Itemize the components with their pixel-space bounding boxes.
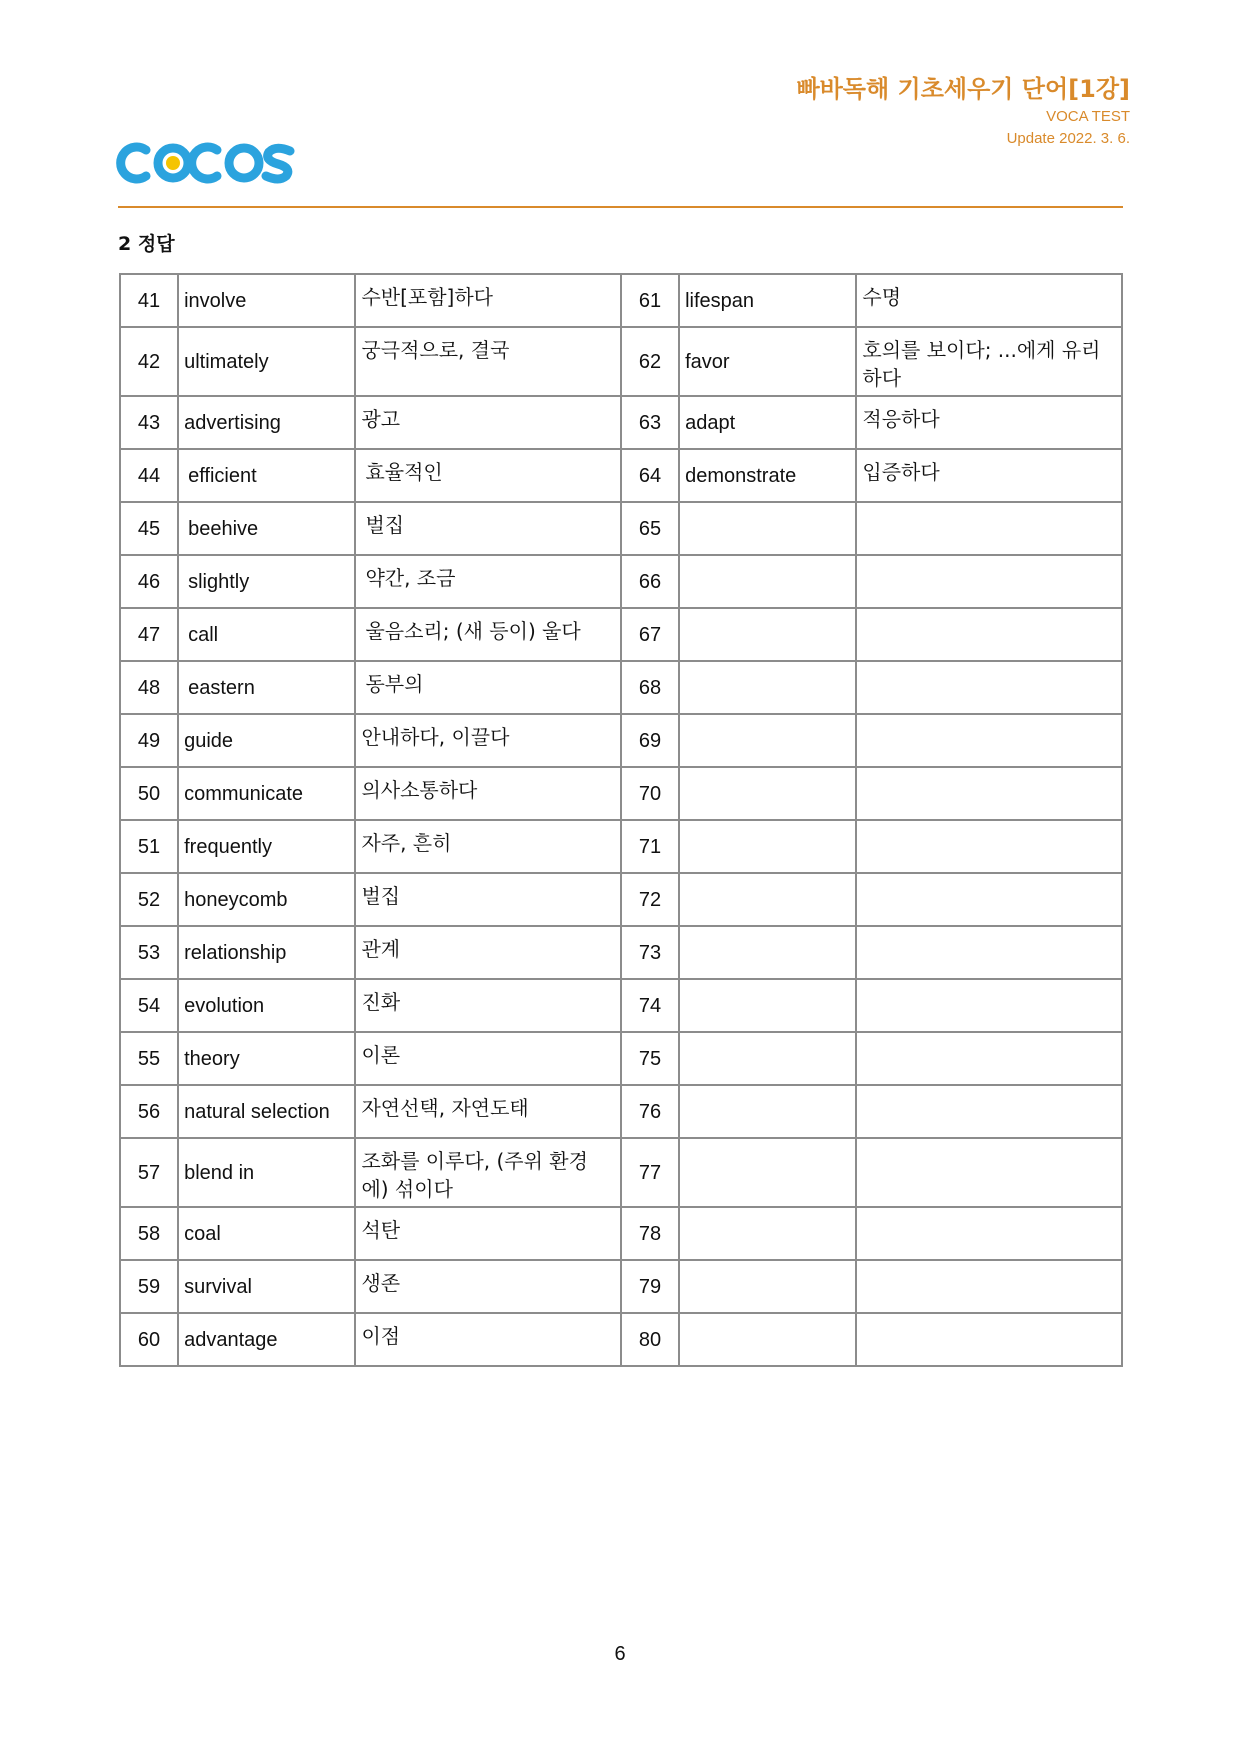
right-number-cell: 68 [621, 661, 679, 714]
left-number-cell: 47 [120, 608, 178, 661]
right-number-cell: 70 [621, 767, 679, 820]
left-number-cell: 52 [120, 873, 178, 926]
left-number-cell: 41 [120, 274, 178, 327]
left-number-cell: 42 [120, 327, 178, 396]
right-number-cell: 76 [621, 1085, 679, 1138]
vocabulary-table-body [120, 274, 1122, 1366]
right-meaning-cell [856, 820, 1122, 873]
left-word-cell: frequently [178, 820, 355, 873]
left-meaning-cell: 이론 [355, 1032, 621, 1085]
left-number-cell: 45 [120, 502, 178, 555]
left-meaning-cell: 석탄 [355, 1207, 621, 1260]
right-word-cell [679, 1313, 856, 1366]
left-word-cell: efficient [178, 449, 355, 502]
section-title: 2 정답 [118, 233, 175, 255]
left-word-cell: honeycomb [178, 873, 355, 926]
right-word-cell [679, 820, 856, 873]
table-row [120, 873, 1122, 926]
right-number-cell: 64 [621, 449, 679, 502]
header-divider [118, 206, 1123, 208]
right-number-cell: 66 [621, 555, 679, 608]
left-number-cell: 57 [120, 1138, 178, 1207]
right-meaning-cell [856, 979, 1122, 1032]
right-meaning-cell: 수명 [856, 274, 1122, 327]
left-number-cell: 44 [120, 449, 178, 502]
right-meaning-cell [856, 1085, 1122, 1138]
left-number-cell: 58 [120, 1207, 178, 1260]
left-word-cell: evolution [178, 979, 355, 1032]
table-row [120, 661, 1122, 714]
right-number-cell: 79 [621, 1260, 679, 1313]
right-number-cell: 78 [621, 1207, 679, 1260]
right-word-cell: adapt [679, 396, 856, 449]
right-number-cell: 74 [621, 979, 679, 1032]
right-word-cell [679, 767, 856, 820]
right-meaning-cell [856, 926, 1122, 979]
right-number-cell: 73 [621, 926, 679, 979]
left-word-cell: advertising [178, 396, 355, 449]
right-number-cell: 72 [621, 873, 679, 926]
table-row [120, 1207, 1122, 1260]
left-meaning-cell: 조화를 이루다, (주위 환경에) 섞이다 [355, 1138, 621, 1207]
left-number-cell: 54 [120, 979, 178, 1032]
left-meaning-cell: 안내하다, 이끌다 [355, 714, 621, 767]
table-row [120, 926, 1122, 979]
table-row [120, 274, 1122, 327]
left-meaning-cell: 벌집 [355, 873, 621, 926]
right-word-cell [679, 502, 856, 555]
right-word-cell [679, 873, 856, 926]
left-number-cell: 55 [120, 1032, 178, 1085]
left-word-cell: theory [178, 1032, 355, 1085]
right-word-cell [679, 926, 856, 979]
left-meaning-cell: 약간, 조금 [355, 555, 621, 608]
right-word-cell [679, 1207, 856, 1260]
right-number-cell: 61 [621, 274, 679, 327]
left-meaning-cell: 궁극적으로, 결국 [355, 327, 621, 396]
left-meaning-cell: 자연선택, 자연도태 [355, 1085, 621, 1138]
left-number-cell: 43 [120, 396, 178, 449]
left-word-cell: slightly [178, 555, 355, 608]
right-word-cell [679, 979, 856, 1032]
right-word-cell [679, 608, 856, 661]
right-word-cell [679, 1085, 856, 1138]
right-meaning-cell [856, 1138, 1122, 1207]
left-meaning-cell: 생존 [355, 1260, 621, 1313]
left-number-cell: 48 [120, 661, 178, 714]
left-meaning-cell: 자주, 흔히 [355, 820, 621, 873]
table-row [120, 1313, 1122, 1366]
right-word-cell [679, 1032, 856, 1085]
left-meaning-cell: 의사소통하다 [355, 767, 621, 820]
left-word-cell: ultimately [178, 327, 355, 396]
left-meaning-cell: 벌집 [355, 502, 621, 555]
right-meaning-cell [856, 1313, 1122, 1366]
left-word-cell: natural selection [178, 1085, 355, 1138]
left-word-cell: survival [178, 1260, 355, 1313]
right-meaning-cell [856, 1032, 1122, 1085]
left-word-cell: relationship [178, 926, 355, 979]
table-row [120, 1085, 1122, 1138]
vocabulary-table [119, 273, 1123, 1367]
left-meaning-cell: 광고 [355, 396, 621, 449]
left-word-cell: guide [178, 714, 355, 767]
document-subtitle: VOCA TEST [1046, 108, 1130, 125]
right-meaning-cell: 호의를 보이다; ...에게 유리하다 [856, 327, 1122, 396]
left-number-cell: 50 [120, 767, 178, 820]
right-number-cell: 75 [621, 1032, 679, 1085]
page-number: 6 [614, 1643, 626, 1665]
right-word-cell [679, 661, 856, 714]
left-meaning-cell: 수반[포함]하다 [355, 274, 621, 327]
right-number-cell: 63 [621, 396, 679, 449]
left-word-cell: call [178, 608, 355, 661]
right-word-cell: favor [679, 327, 856, 396]
right-word-cell [679, 1138, 856, 1207]
right-word-cell: lifespan [679, 274, 856, 327]
right-word-cell [679, 714, 856, 767]
right-meaning-cell [856, 1207, 1122, 1260]
left-number-cell: 51 [120, 820, 178, 873]
left-meaning-cell: 동부의 [355, 661, 621, 714]
left-meaning-cell: 진화 [355, 979, 621, 1032]
left-number-cell: 53 [120, 926, 178, 979]
left-meaning-cell: 관계 [355, 926, 621, 979]
table-row [120, 396, 1122, 449]
left-word-cell: blend in [178, 1138, 355, 1207]
left-number-cell: 56 [120, 1085, 178, 1138]
header [796, 72, 1130, 150]
table-row [120, 714, 1122, 767]
left-word-cell: advantage [178, 1313, 355, 1366]
right-number-cell: 62 [621, 327, 679, 396]
right-word-cell [679, 555, 856, 608]
document-title: 빠바독해 기초세우기 단어[1강] [796, 75, 1130, 103]
table-row [120, 979, 1122, 1032]
table-row [120, 1260, 1122, 1313]
right-number-cell: 71 [621, 820, 679, 873]
left-meaning-cell: 울음소리; (새 등이) 울다 [355, 608, 621, 661]
right-number-cell: 69 [621, 714, 679, 767]
table-row [120, 327, 1122, 396]
right-meaning-cell [856, 608, 1122, 661]
right-meaning-cell [856, 502, 1122, 555]
left-number-cell: 49 [120, 714, 178, 767]
left-meaning-cell: 이점 [355, 1313, 621, 1366]
right-number-cell: 67 [621, 608, 679, 661]
table-row [120, 767, 1122, 820]
table-row [120, 449, 1122, 502]
right-number-cell: 80 [621, 1313, 679, 1366]
right-meaning-cell [856, 714, 1122, 767]
right-meaning-cell [856, 1260, 1122, 1313]
cocos-logo [116, 140, 298, 186]
right-number-cell: 65 [621, 502, 679, 555]
right-meaning-cell [856, 661, 1122, 714]
left-word-cell: involve [178, 274, 355, 327]
left-word-cell: eastern [178, 661, 355, 714]
right-meaning-cell: 적응하다 [856, 396, 1122, 449]
table-row [120, 555, 1122, 608]
left-word-cell: coal [178, 1207, 355, 1260]
right-meaning-cell: 입증하다 [856, 449, 1122, 502]
left-word-cell: communicate [178, 767, 355, 820]
table-row [120, 1032, 1122, 1085]
table-row [120, 1138, 1122, 1207]
left-number-cell: 46 [120, 555, 178, 608]
right-word-cell [679, 1260, 856, 1313]
left-word-cell: beehive [178, 502, 355, 555]
left-number-cell: 59 [120, 1260, 178, 1313]
right-meaning-cell [856, 873, 1122, 926]
left-number-cell: 60 [120, 1313, 178, 1366]
right-number-cell: 77 [621, 1138, 679, 1207]
left-meaning-cell: 효율적인 [355, 449, 621, 502]
table-row [120, 608, 1122, 661]
table-row [120, 502, 1122, 555]
right-meaning-cell [856, 555, 1122, 608]
right-word-cell: demonstrate [679, 449, 856, 502]
table-row [120, 820, 1122, 873]
right-meaning-cell [856, 767, 1122, 820]
update-date: Update 2022. 3. 6. [1006, 130, 1130, 147]
